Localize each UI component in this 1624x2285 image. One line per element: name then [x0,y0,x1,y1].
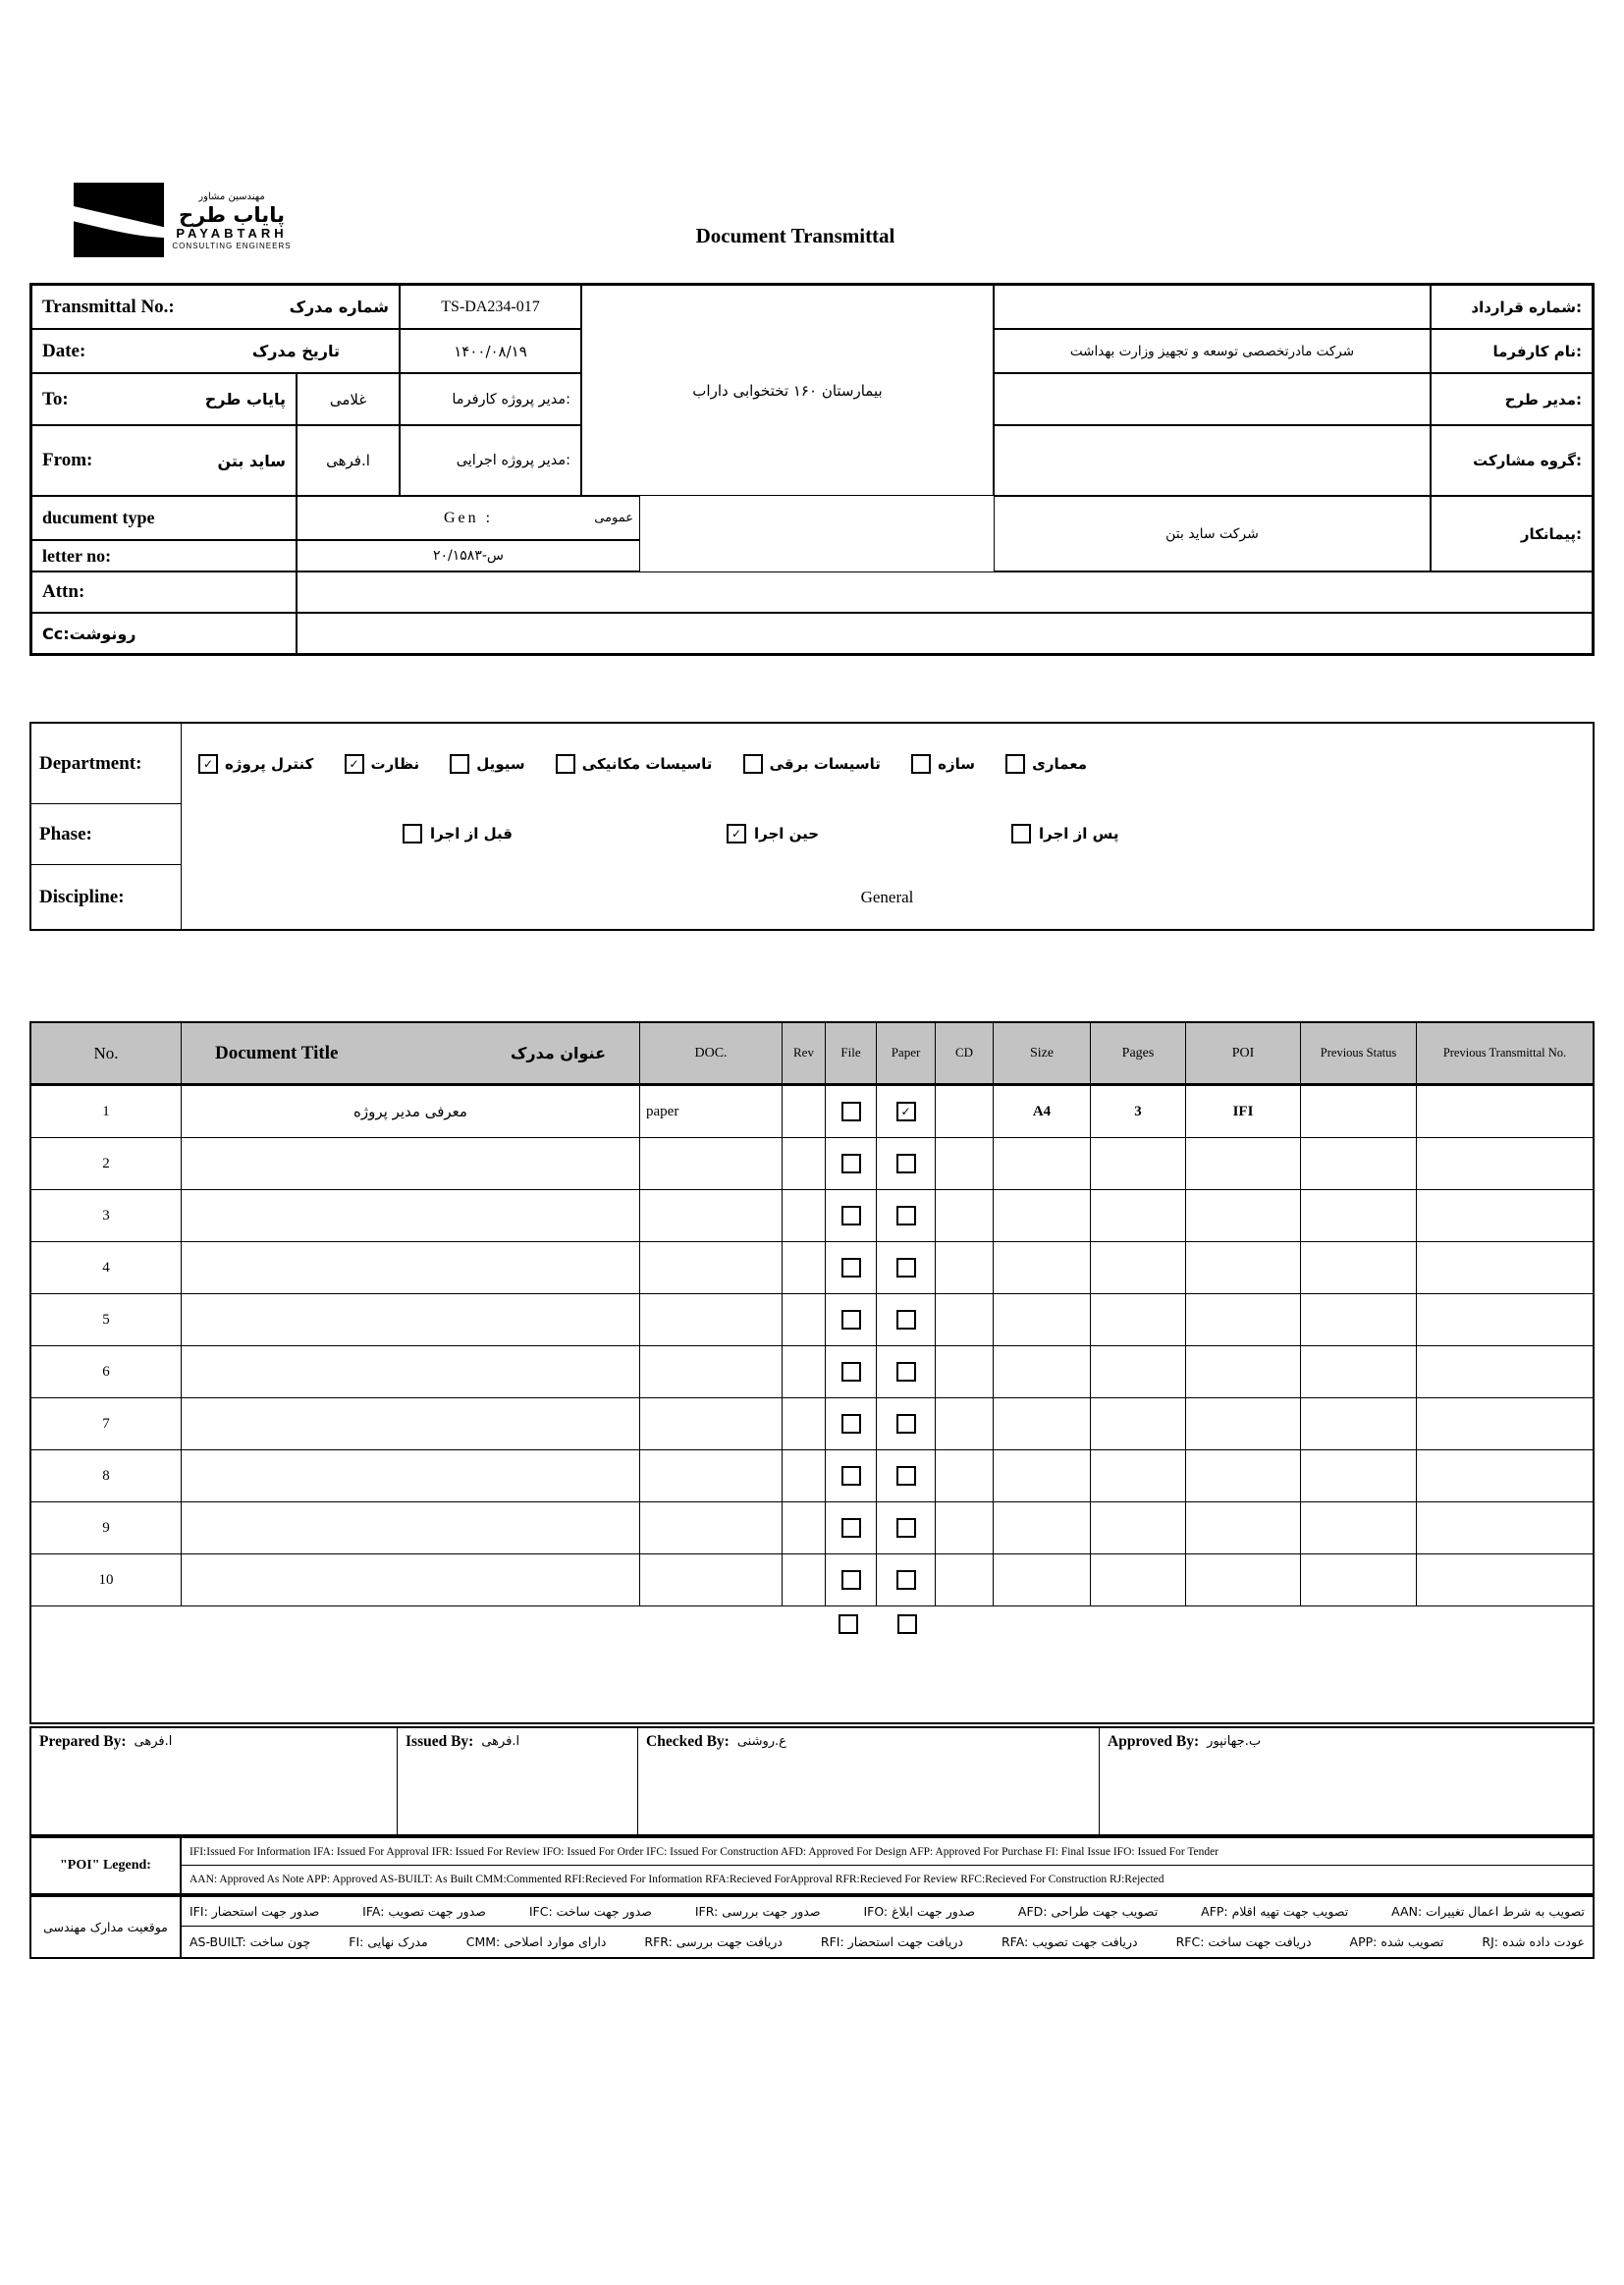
header-no: No. [31,1023,182,1083]
row-poi [1186,1346,1301,1398]
row-doc [640,1138,783,1190]
client-pm-label: مدیر پروژه کارفرما: [400,373,581,425]
row-file-checkbox[interactable] [841,1102,861,1121]
header-poi: POI [1186,1023,1301,1083]
legend-item: RFA: دریافت جهت تصویب [1001,1934,1138,1949]
row-cd [936,1346,994,1398]
row-size [994,1294,1091,1346]
row-file-checkbox[interactable] [841,1206,861,1225]
row-paper-cell [877,1450,936,1502]
department-option-label: تاسیسات برقی [769,755,881,773]
transmittal-info-table [29,283,1595,656]
legend-item: AAN: تصویب به شرط اعمال تغییرات [1391,1904,1585,1919]
header-rev: Rev [783,1023,826,1083]
row-paper-checkbox[interactable] [896,1310,916,1330]
row-title [182,1190,640,1242]
department-option-label: نظارت [370,755,420,773]
row-file-cell [826,1398,877,1450]
phase-checkbox[interactable]: ✓ [727,824,746,843]
document-type-label: ducument type [42,508,155,527]
from-value: ساید بتن [217,451,286,470]
row-pages [1091,1190,1186,1242]
row-paper-checkbox[interactable] [896,1570,916,1590]
checked-by-label: Checked By: [646,1733,730,1750]
row-previous-transmittal [1417,1554,1593,1606]
row-poi [1186,1554,1301,1606]
header-previous-transmittal: Previous Transmittal No. [1442,1045,1567,1060]
phase-option [1011,824,1118,843]
department-option-label: معماری [1032,755,1087,773]
row-paper-checkbox[interactable] [896,1258,916,1278]
row-rev [783,1554,826,1606]
table-row [31,1450,1593,1502]
row-previous-transmittal [1417,1086,1593,1138]
logo-en-name: PAYABTARH [176,225,288,241]
discipline-value: General [860,887,914,906]
letter-no-label: letter no: [42,545,112,566]
row-doc [640,1242,783,1294]
department-option [556,754,713,774]
row-cd [936,1190,994,1242]
row-rev [783,1242,826,1294]
legend-item: RFR: دریافت جهت بررسی [644,1934,783,1949]
client-name-value: شرکت مادرتخصصی توسعه و تجهیز وزارت بهداشت [994,329,1431,373]
row-previous-status [1301,1138,1417,1190]
legend-item: AS-BUILT: چون ساخت [189,1934,311,1949]
transmittal-no-label-fa: شماره مدرک [289,298,389,316]
contractor-value: شرکت ساید بتن [994,496,1431,571]
row-file-checkbox[interactable] [841,1414,861,1434]
phase-label: Phase: [31,804,182,865]
row-title: معرفی مدیر پروژه [182,1086,640,1138]
transmittal-no-value: TS-DA234-017 [400,285,581,329]
legend-item: RFC: دریافت جهت ساخت [1175,1934,1312,1949]
row-file-checkbox[interactable] [841,1154,861,1173]
phase-option-label: قبل از اجرا [430,825,513,843]
row-previous-status [1301,1294,1417,1346]
row-no: 1 [31,1086,182,1138]
document-type-value: Gen : [443,509,494,526]
department-checkbox[interactable] [911,754,931,774]
row-rev [783,1294,826,1346]
logo-en-subtitle: CONSULTING ENGINEERS [172,241,292,250]
row-doc [640,1190,783,1242]
row-previous-status [1301,1086,1417,1138]
jv-group-value [994,425,1431,496]
row-no: 5 [31,1294,182,1346]
header-paper: Paper [877,1023,936,1083]
poi-legend-line1: IFI:Issued For Information IFA: Issued For Approval IFR: Issued For Review IFO: Issued For Order IFC: Issued For Construction AFD: Approved For Design AFP: Approved For Purchase FI: Final Issue IFO: Issued For Tender [182,1838,1593,1866]
legend-item: IFR: صدور جهت بررسی [694,1904,821,1919]
poi-legend-line2: AAN: Approved As Note APP: Approved AS-BUILT: As Built CMM:Commented RFI:Recieved For Information RFA:Recieved ForApproval RFR:Recieved For Review RFC:Recieved For Construction RJ:Rejected [189,1874,1164,1885]
row-pages [1091,1294,1186,1346]
row-poi [1186,1294,1301,1346]
department-option [743,754,881,774]
row-poi [1186,1502,1301,1554]
row-poi [1186,1138,1301,1190]
row-previous-status [1301,1346,1417,1398]
design-manager-label: مدیر طرح: [1431,373,1593,425]
legend-item: AFP: تصویب جهت تهیه اقلام [1201,1904,1349,1919]
row-paper-checkbox[interactable] [896,1206,916,1225]
transmittal-no-label: Transmittal No.: [42,296,175,317]
row-previous-status [1301,1450,1417,1502]
header-file: File [826,1023,877,1083]
row-paper-cell [877,1502,936,1554]
from-label: From: [42,450,93,470]
table-row [31,1294,1593,1346]
header-doc: DOC. [640,1023,783,1083]
page-title: Document Transmittal [695,224,895,247]
row-rev [783,1346,826,1398]
design-manager-value [994,373,1431,425]
row-size [994,1242,1091,1294]
row-pages [1091,1398,1186,1450]
row-size [994,1450,1091,1502]
row-file-checkbox[interactable] [841,1466,861,1486]
row-file-cell [826,1346,877,1398]
legend-item: IFI: صدور جهت استحضار [189,1904,320,1919]
row-title [182,1294,640,1346]
phase-checkbox[interactable] [403,824,422,843]
prepared-by-value: ا.فرهی [134,1734,173,1749]
phase-option [403,824,513,843]
row-file-cell [826,1554,877,1606]
table-row [31,1190,1593,1242]
row-previous-status [1301,1554,1417,1606]
client-name-label: نام کارفرما: [1431,329,1593,373]
fa-legend-block [29,1894,1595,1959]
attn-label: Attn: [42,581,85,602]
table-row [31,1346,1593,1398]
row-paper-checkbox[interactable] [896,1362,916,1382]
department-option-label: کنترل پروژه [225,755,314,773]
row-cd [936,1398,994,1450]
phase-checkbox[interactable] [1011,824,1031,843]
row-rev [783,1502,826,1554]
row-cd [936,1086,994,1138]
row-doc [640,1346,783,1398]
project-name: بیمارستان ۱۶۰ تختخوابی داراب [581,285,994,496]
row-previous-transmittal [1417,1138,1593,1190]
phase-option-label: پس از اجرا [1039,825,1119,843]
row-size [994,1502,1091,1554]
approved-by-value: ب.جهانپور [1207,1734,1262,1749]
table-extra-row [31,1606,1593,1722]
row-no: 6 [31,1346,182,1398]
row-pages [1091,1554,1186,1606]
row-size [994,1346,1091,1398]
row-size [994,1554,1091,1606]
logo-text-block [167,191,297,250]
row-cd [936,1502,994,1554]
row-paper-cell [877,1190,936,1242]
header-document-title: Document Title [215,1042,339,1063]
phase-options [182,804,1593,865]
legend-item: APP: تصویب شده [1349,1934,1444,1949]
poi-legend-block [29,1836,1595,1895]
row-file-cell [826,1294,877,1346]
department-checkbox[interactable] [556,754,575,774]
legend-item: IFO: صدور جهت ابلاغ [863,1904,975,1919]
department-checkbox[interactable]: ✓ [198,754,218,774]
row-no: 2 [31,1138,182,1190]
row-pages [1091,1450,1186,1502]
table-row [31,1086,1593,1138]
row-no: 4 [31,1242,182,1294]
legend-item: CMM: دارای موارد اصلاحی [465,1934,607,1949]
row-title [182,1346,640,1398]
row-file-cell [826,1502,877,1554]
document-list-table [29,1021,1595,1724]
row-paper-cell [877,1294,936,1346]
attn-value [297,571,1593,613]
row-rev [783,1398,826,1450]
row-previous-status [1301,1502,1417,1554]
row-paper-cell [877,1138,936,1190]
row-no: 8 [31,1450,182,1502]
table-row [31,1502,1593,1554]
department-option [911,754,975,774]
cc-value [297,613,1593,654]
classification-table [29,722,1595,931]
row-doc [640,1554,783,1606]
row-poi: IFI [1186,1086,1301,1138]
row-paper-checkbox[interactable]: ✓ [896,1102,916,1121]
prepared-by-label: Prepared By: [39,1733,127,1750]
header-cd: CD [936,1023,994,1083]
row-paper-checkbox[interactable] [896,1518,916,1538]
row-file-checkbox[interactable] [841,1258,861,1278]
row-previous-transmittal [1417,1242,1593,1294]
row-title [182,1450,640,1502]
date-label: Date: [42,340,86,361]
row-paper-cell [877,1346,936,1398]
department-option-label: تاسیسات مکانیکی [581,755,713,773]
row-file-cell [826,1450,877,1502]
from-person: ا.فرهی [297,425,400,496]
row-title [182,1554,640,1606]
row-cd [936,1294,994,1346]
date-label-fa: تاریخ مدرک [251,342,340,360]
department-checkbox[interactable] [450,754,469,774]
row-no: 10 [31,1554,182,1606]
logo-fa-tagline: مهندسین مشاور [198,191,265,202]
legend-item: IFC: صدور جهت ساخت [528,1904,652,1919]
row-pages [1091,1502,1186,1554]
row-cd [936,1554,994,1606]
date-value: ۱۴۰۰/۰۸/۱۹ [400,329,581,373]
row-previous-status [1301,1242,1417,1294]
extra-file-checkbox[interactable] [839,1614,858,1634]
row-paper-checkbox[interactable] [896,1466,916,1486]
row-size [994,1190,1091,1242]
row-previous-transmittal [1417,1450,1593,1502]
department-checkbox[interactable] [1005,754,1025,774]
row-previous-transmittal [1417,1346,1593,1398]
row-title [182,1138,640,1190]
company-logo-icon [74,183,164,257]
legend-item: RJ: عودت داده شده [1482,1934,1585,1949]
row-poi [1186,1242,1301,1294]
to-label: To: [42,388,69,409]
row-no: 9 [31,1502,182,1554]
row-previous-transmittal [1417,1502,1593,1554]
row-pages: 3 [1091,1086,1186,1138]
row-file-checkbox[interactable] [841,1362,861,1382]
row-doc [640,1502,783,1554]
row-file-cell [826,1190,877,1242]
row-rev [783,1086,826,1138]
header-previous-status: Previous Status [1301,1023,1417,1083]
row-paper-cell [877,1086,936,1138]
row-pages [1091,1138,1186,1190]
row-paper-cell [877,1242,936,1294]
row-file-checkbox[interactable] [841,1570,861,1590]
contract-no-value [994,285,1431,329]
extra-paper-checkbox[interactable] [897,1614,917,1634]
row-previous-transmittal [1417,1398,1593,1450]
department-option-label: سازه [938,755,975,773]
row-paper-checkbox[interactable] [896,1154,916,1173]
department-label: Department: [31,724,182,804]
row-paper-cell [877,1398,936,1450]
row-doc [640,1398,783,1450]
document-type-value-fa: عمومی [594,511,633,525]
to-person: غلامی [297,373,400,425]
table-row [31,1398,1593,1450]
row-title [182,1398,640,1450]
row-cd [936,1138,994,1190]
row-pages [1091,1346,1186,1398]
jv-group-label: گروه مشارکت: [1431,425,1593,496]
row-cd [936,1242,994,1294]
row-previous-status [1301,1190,1417,1242]
row-rev [783,1190,826,1242]
row-file-checkbox[interactable] [841,1310,861,1330]
logo-swoosh-icon [74,204,164,247]
department-options [198,724,1087,804]
header-document-title-fa: عنوان مدرک [511,1043,606,1062]
approved-by-label: Approved By: [1108,1733,1200,1750]
row-poi [1186,1450,1301,1502]
row-no: 3 [31,1190,182,1242]
row-file-cell [826,1242,877,1294]
poi-legend-label: "POI" Legend: [31,1838,182,1893]
table-row [31,1554,1593,1606]
phase-option [727,824,819,843]
department-option [198,754,313,774]
contractor-label: پیمانکار: [1431,496,1593,571]
issued-by-label: Issued By: [406,1733,474,1750]
row-paper-checkbox[interactable] [896,1414,916,1434]
row-paper-cell [877,1554,936,1606]
table-row [31,1242,1593,1294]
table-header-row [31,1023,1593,1086]
department-option-label: سیویل [476,755,525,773]
legend-item: AFD: تصویب جهت طراحی [1017,1904,1159,1919]
row-no: 7 [31,1398,182,1450]
phase-option-label: حین اجرا [754,825,820,843]
row-title [182,1502,640,1554]
logo-fa-name: پایاب طرح [179,202,285,227]
row-rev [783,1138,826,1190]
cc-label: رونوشت:Cc [42,624,136,643]
issued-by-value: ا.فرهی [481,1734,520,1749]
legend-item: FI: مدرک نهایی [349,1934,428,1949]
fa-legend-label: موقعیت مدارک مهندسی [31,1897,182,1957]
department-option [450,754,524,774]
legend-item: RFI: دریافت جهت استحضار [820,1934,963,1949]
department-checkbox[interactable] [743,754,763,774]
row-previous-transmittal [1417,1294,1593,1346]
row-file-cell [826,1086,877,1138]
row-rev [783,1450,826,1502]
row-size [994,1138,1091,1190]
row-doc [640,1450,783,1502]
row-size [994,1398,1091,1450]
exec-pm-label: مدیر پروژه اجرایی: [400,425,581,496]
row-file-cell [826,1138,877,1190]
row-pages [1091,1242,1186,1294]
contract-no-label: شماره قرارداد: [1431,285,1593,329]
row-poi [1186,1190,1301,1242]
row-previous-status [1301,1398,1417,1450]
row-doc [640,1294,783,1346]
to-value: پایاب طرح [204,390,286,408]
row-cd [936,1450,994,1502]
department-checkbox[interactable]: ✓ [345,754,364,774]
row-doc: paper [640,1086,783,1138]
letter-no-value: س-۲۰/۱۵۸۳ [297,540,640,571]
row-previous-transmittal [1417,1190,1593,1242]
department-option [345,754,420,774]
header-size: Size [994,1023,1091,1083]
table-row [31,1138,1593,1190]
checked-by-value: ع.روشنی [736,1734,786,1749]
signature-row [29,1726,1595,1836]
legend-item: IFA: صدور جهت تصویب [362,1904,486,1919]
header-pages: Pages [1091,1023,1186,1083]
fa-legend-line1 [182,1897,1593,1927]
row-title [182,1242,640,1294]
discipline-label: Discipline: [31,865,182,929]
row-file-checkbox[interactable] [841,1518,861,1538]
row-size: A4 [994,1086,1091,1138]
fa-legend-line2 [182,1927,1593,1957]
row-poi [1186,1398,1301,1450]
department-option [1005,754,1087,774]
